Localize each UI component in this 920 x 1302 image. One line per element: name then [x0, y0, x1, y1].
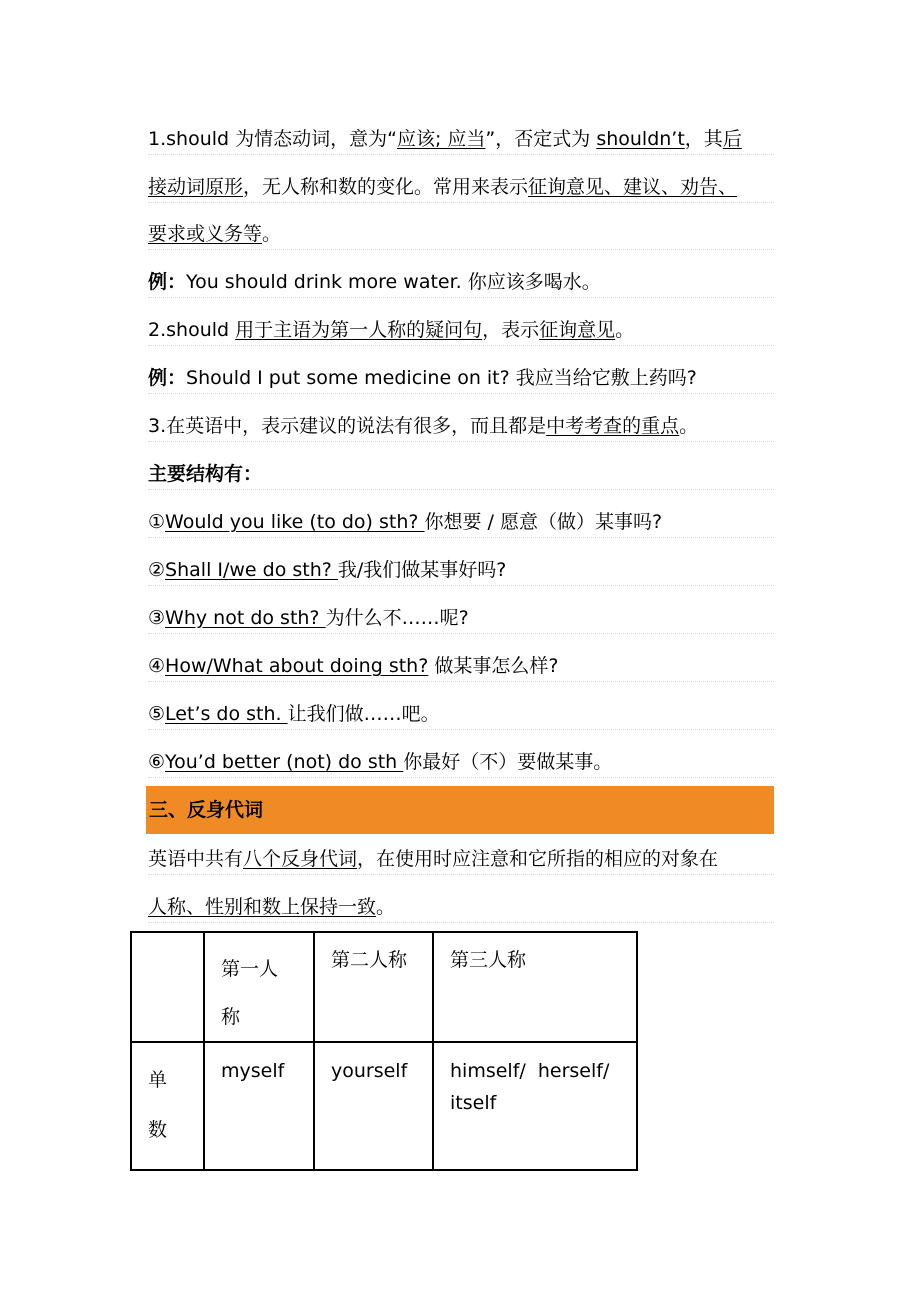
- paragraph-1-line-3: 要求或义务等。: [148, 219, 774, 250]
- table-cell-third-person: himself/ herself/ itself: [433, 1042, 637, 1170]
- paragraph-4-line-2: 人称、性别和数上保持一致。: [148, 892, 774, 923]
- table-header-row: [131, 932, 637, 1042]
- table-corner-cell: [131, 932, 204, 1042]
- table-header-third-person: 第三人称: [433, 932, 637, 1042]
- table-row-label: 单 数: [131, 1042, 204, 1170]
- structures-heading: 主要结构有：: [148, 459, 774, 490]
- structure-item: ④How/What about doing sth? 做某事怎么样?: [148, 651, 774, 682]
- structure-item: ⑤Let’s do sth. 让我们做……吧。: [148, 699, 774, 730]
- structure-item: ③Why not do sth? 为什么不……呢?: [148, 603, 774, 634]
- table-header-first-person: 第一人 称: [204, 932, 314, 1042]
- section-banner: [146, 786, 774, 834]
- paragraph-1-line-1: 1.should 为情态动词，意为“应该; 应当”，否定式为 shouldn’t，其后: [148, 124, 774, 155]
- reflexive-pronoun-table: [130, 931, 638, 1171]
- paragraph-3: 3.在英语中，表示建议的说法有很多，而且都是中考考查的重点。: [148, 411, 774, 442]
- section-title: 三、反身代词: [149, 799, 264, 821]
- structure-item: ②Shall I/we do sth? 我/我们做某事好吗?: [148, 555, 774, 586]
- example-2: 例：Should I put some medicine on it? 我应当给它敷上药吗?: [148, 363, 774, 394]
- table-header-second-person: 第二人称: [314, 932, 433, 1042]
- structure-item: ⑥You’d better (not) do sth 你最好（不）要做某事。: [148, 747, 774, 778]
- table-row: [131, 1042, 637, 1170]
- paragraph-4-line-1: 英语中共有八个反身代词，在使用时应注意和它所指的相应的对象在: [148, 844, 774, 875]
- table-cell-first-person: myself: [204, 1042, 314, 1170]
- structure-item: ①Would you like (to do) sth? 你想要 / 愿意（做）某事吗?: [148, 507, 774, 538]
- paragraph-2: 2.should 用于主语为第一人称的疑问句，表示征询意见。: [148, 315, 774, 346]
- table-cell-second-person: yourself: [314, 1042, 433, 1170]
- paragraph-1-line-2: 接动词原形，无人称和数的变化。常用来表示征询意见、建议、劝告、: [148, 172, 774, 203]
- example-1: 例：You should drink more water. 你应该多喝水。: [148, 267, 774, 298]
